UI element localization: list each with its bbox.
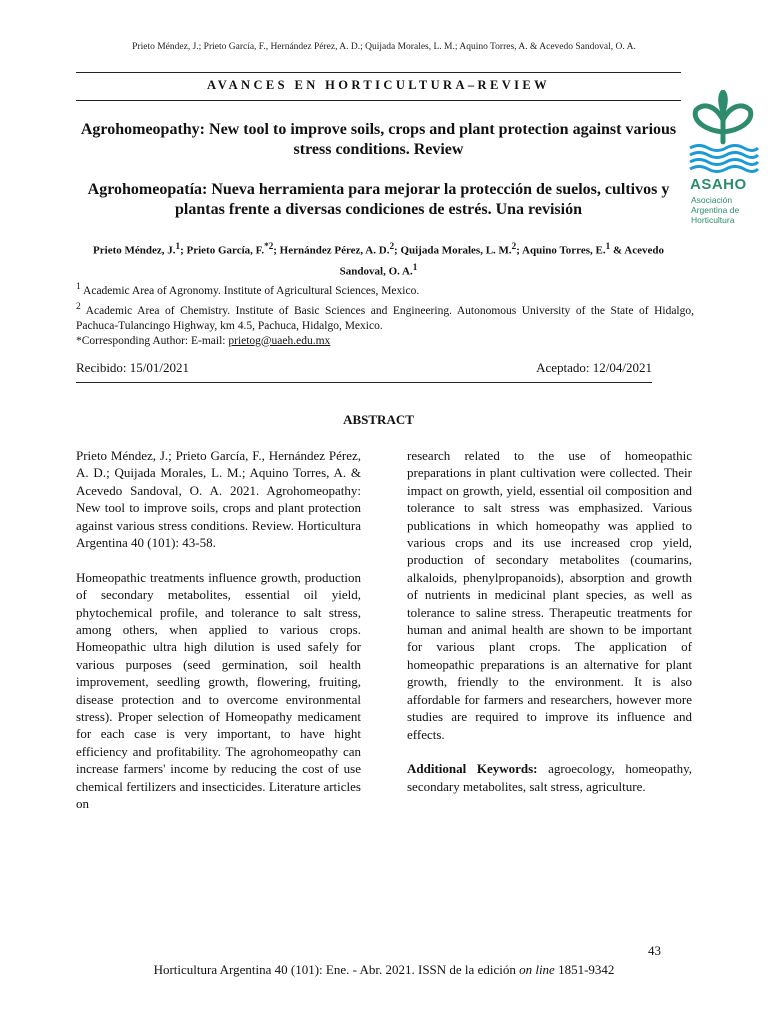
abstract-heading: ABSTRACT (343, 412, 414, 427)
journal-footer (0, 962, 768, 978)
author-name: ; Hernández Pérez, A. D. (273, 244, 390, 257)
author-name: ; Prieto García, F. (180, 244, 265, 257)
author-name: ; Quijada Morales, L. M. (394, 244, 512, 257)
running-head: Prieto Méndez, J.; Prieto García, F., Hernández Pérez, A. D.; Quijada Morales, L. M.; Aquino Torres, A. & Acevedo Sandoval, O. A. (132, 42, 636, 52)
keywords (407, 760, 692, 795)
author-affiliation-mark: 2 (511, 241, 517, 251)
keywords-label: Additional Keywords: (407, 761, 538, 777)
author-name: Prieto Méndez, J. (93, 244, 176, 257)
dates-rule (76, 382, 652, 383)
section-heading: AVANCES EN HORTICULTURA–REVIEW (206, 78, 551, 92)
section-rule (76, 100, 681, 101)
logo-acronym: ASAHO (690, 176, 747, 193)
author-affiliation-mark: 1 (175, 241, 181, 251)
email-link[interactable]: prietog@uaeh.edu.mx (228, 334, 331, 347)
abstract-column-left (76, 447, 361, 830)
page-number: 43 (648, 943, 661, 958)
abstract-body-left: Homeopathic treatments influence growth, production of secondary metabolites, essential oil yield, phytochemical profile, and tolerance to salt stress, among others, when applied to various crops. Homeopathic ultra high dilution is used safely for various purposes (seed germination, soil health improvement, seedling growth, flowering, fruiting, disease protection and to overcome environmental stress). Proper selection of Homeopathy medicament for each case is very important, to have hight efficiency and profitability. The agrohomeopathy can increase farmers' income by reducing the cost of use chemical fertilizers and insecticides. Literature articles on (76, 569, 361, 812)
affiliation-mark: 2 (76, 300, 81, 312)
footer-journal: Horticultura Argentina 40 (101): Ene. - Abr. 2021. ISSN de la edición (153, 962, 520, 977)
author-name: & Acevedo Sandoval, O. A. (339, 244, 664, 278)
title-spanish: Agrohomeopatía: Nueva herramienta para mejorar la protección de suelos, cultivos y plantas frente a diversas condiciones de estrés. Una revisión (87, 181, 670, 218)
sprouting-plant-over-waves-icon (686, 90, 760, 175)
affiliation-text: Academic Area of Chemistry. Institute of Basic Sciences and Engineering. Autonomous University of the State of Hidalgo, Pachuca-Tulancingo Highway, km 4.5, Pachuca, Hidalgo, Mexico. (76, 304, 694, 332)
top-rule (76, 72, 681, 73)
footer-issn: 1851-9342 (554, 962, 615, 977)
author-list (76, 238, 681, 279)
author-affiliation-mark: 1 (605, 241, 611, 251)
received-date: Recibido: 15/01/2021 (76, 360, 190, 375)
abstract-body-right: research related to the use of homeopathic preparations in plant cultivation were collected. Their impact on growth, yield, essential oil composition and tolerance to salt stress was emphasized. Various publications in which homeopathy was applied to various crops and its use increased crop yield, production of secondary metabolites (coumarins, alkaloids, phenylpropanoids), absorption and growth of nutrients in medicinal plant species, as well as tolerance to saline stress. Therapeutic treatments for human and animal health are shown to be important for various plant crops. The application of homeopathic preparations is an alternative for plant growth, friendly to the environment. It is also affordable for farmers and researchers, however more studies are required to improve its influence and effects. (407, 448, 692, 742)
corresponding-label: *Corresponding Author: E-mail: (76, 334, 229, 347)
abstract-column-right (407, 447, 692, 813)
affiliation-mark: 1 (76, 281, 81, 292)
author-affiliation-mark: 1 (412, 261, 418, 272)
abstract-citation: Prieto Méndez, J.; Prieto García, F., Hernández Pérez, A. D.; Quijada Morales, L. M.; Aquino Torres, A. & Acevedo Sandoval, O. A. 2021. Agrohomeopathy: New tool to improve soils, crops and plant protection against various stress conditions. Review. Horticultura Argentina 40 (101): 43-58. (76, 448, 361, 551)
logo-full-name: Asociación Argentina de Horticultura (691, 195, 740, 225)
author-name: ; Aquino Torres, E. (516, 244, 606, 257)
affiliation-2 (76, 299, 694, 334)
author-affiliation-mark: *2 (264, 241, 274, 251)
asaho-logo (686, 90, 760, 240)
title-english: Agrohomeopathy: New tool to improve soils, crops and plant protection against various stress conditions. Review (80, 121, 677, 158)
corresponding-author (76, 334, 694, 349)
affiliations (76, 279, 694, 349)
affiliation-text: Academic Area of Agronomy. Institute of Agricultural Sciences, Mexico. (80, 284, 420, 297)
dates-row (76, 360, 652, 376)
accepted-date: Aceptado: 12/04/2021 (536, 360, 652, 375)
footer-online: on line (519, 962, 555, 977)
keywords-text: agroecology, homeopathy, secondary metabolites, salt stress, agriculture. (407, 761, 693, 794)
author-affiliation-mark: 2 (389, 241, 395, 251)
affiliation-1 (76, 279, 694, 299)
